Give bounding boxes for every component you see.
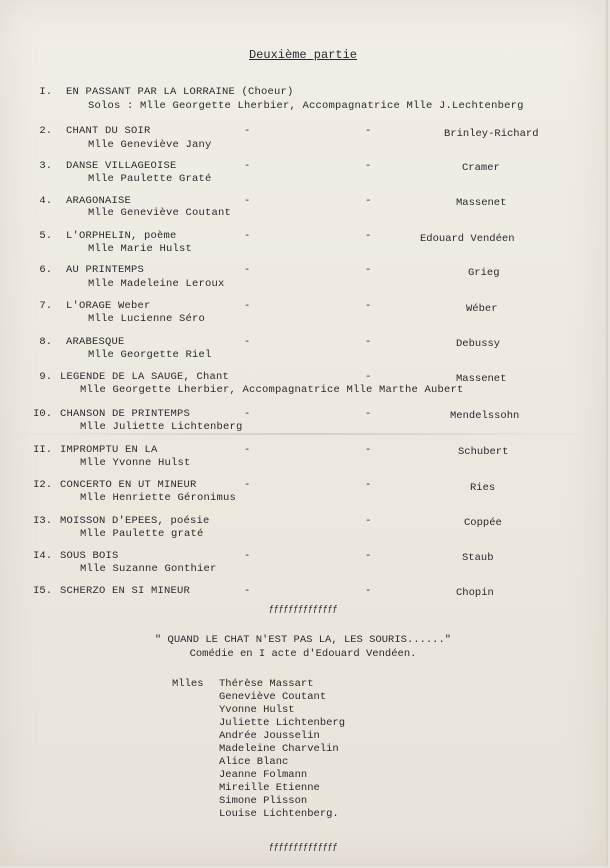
- item-performer: Mlle Yvonne Hulst: [80, 457, 191, 469]
- item-performer: Mlle Suzanne Gonthier: [80, 563, 217, 575]
- item-number: I4.: [33, 550, 52, 562]
- item-number: 6.: [39, 264, 52, 276]
- dash-separator: -: [365, 125, 372, 137]
- item-title: ARAGONAISE: [66, 195, 132, 207]
- item-composer: Grieg: [468, 267, 500, 279]
- item-number: 8.: [39, 336, 52, 348]
- cast-member: Thérèse Massart: [219, 678, 314, 690]
- decorative-separator: ƒƒƒƒƒƒƒƒƒƒƒƒƒƒ: [268, 842, 338, 852]
- dash-separator: -: [244, 300, 251, 312]
- cast-member: Jeanne Folmann: [219, 769, 308, 781]
- dash-separator: -: [365, 336, 372, 348]
- item-title: L'ORAGE Weber: [66, 300, 151, 312]
- play-subtitle: Comédie en I acte d'Edouard Vendéen.: [189, 648, 417, 660]
- item-number: 9.: [39, 371, 52, 383]
- item-title: SOUS BOIS: [60, 550, 119, 562]
- item-performer: Mlle Georgette Riel: [88, 349, 212, 361]
- item-title: CONCERTO EN UT MINEUR: [60, 479, 197, 491]
- item-number: I5.: [33, 585, 52, 597]
- item-composer: Massenet: [456, 197, 507, 209]
- dash-separator: -: [244, 336, 251, 348]
- item-number: I2.: [33, 479, 52, 491]
- dash-separator: -: [244, 444, 251, 456]
- dash-separator: -: [244, 264, 251, 276]
- dash-separator: -: [365, 371, 372, 383]
- item-title: CHANSON DE PRINTEMPS: [60, 408, 191, 420]
- item-title: LEGENDE DE LA SAUGE, Chant: [60, 371, 230, 383]
- dash-separator: -: [244, 160, 251, 172]
- item-performer: Mlle Paulette Graté: [88, 173, 212, 185]
- item-composer: Wéber: [466, 303, 498, 315]
- item-performer: Mlle Marie Hulst: [88, 243, 193, 255]
- item-number: 2.: [39, 125, 52, 137]
- dash-separator: -: [365, 264, 372, 276]
- cast-member: Juliette Lichtenberg: [219, 717, 346, 729]
- dash-separator: -: [244, 585, 251, 597]
- item-composer: Cramer: [462, 162, 500, 174]
- play-title: " QUAND LE CHAT N'EST PAS LA, LES SOURIS......": [154, 634, 452, 646]
- item-composer: Chopin: [456, 587, 494, 599]
- item-composer: Ries: [470, 482, 496, 494]
- item-performer: Mlle Lucienne Séro: [88, 313, 206, 325]
- item-title: MOISSON D'EPEES, poésie: [60, 515, 210, 527]
- item-title: IMPROMPTU EN LA: [60, 444, 158, 456]
- item-title: ARABESQUE: [66, 336, 125, 348]
- cast-member: Louise Lichtenberg.: [219, 808, 339, 820]
- cast-member: Mireille Etienne: [219, 782, 320, 794]
- item-number: 4.: [39, 195, 52, 207]
- dash-separator: -: [365, 300, 372, 312]
- item-performer: Solos : Mlle Georgette Lherbier, Accompagnatrice Mlle J.Lechtenberg: [88, 100, 524, 112]
- item-number: 5.: [39, 230, 52, 242]
- item-performer: Mlle Geneviève Coutant: [88, 207, 232, 219]
- item-composer: Schubert: [458, 446, 509, 458]
- item-title: L'ORPHELIN, poème: [66, 230, 177, 242]
- item-performer: Mlle Geneviève Jany: [88, 139, 212, 151]
- dash-separator: -: [365, 408, 372, 420]
- cast-member: Geneviève Coutant: [219, 691, 327, 703]
- dash-separator: -: [365, 479, 372, 491]
- item-number: 3.: [39, 160, 52, 172]
- dash-separator: -: [365, 230, 372, 242]
- item-composer: Edouard Vendéen: [420, 233, 515, 245]
- item-title: AU PRINTEMPS: [66, 264, 145, 276]
- item-performer: Mlle Henriette Géronimus: [80, 492, 237, 504]
- dash-separator: -: [365, 550, 372, 562]
- dash-separator: -: [365, 160, 372, 172]
- item-composer: Debussy: [456, 338, 501, 350]
- dash-separator: -: [365, 515, 372, 527]
- item-composer: Mendelssohn: [450, 410, 520, 422]
- item-number: I.: [39, 86, 52, 98]
- cast-label: Mlles: [172, 678, 204, 690]
- dash-separator: -: [244, 550, 251, 562]
- item-performer: Mlle Madeleine Leroux: [88, 278, 225, 290]
- cast-member: Alice Blanc: [219, 756, 289, 768]
- dash-separator: -: [244, 195, 251, 207]
- item-title: DANSE VILLAGEOISE: [66, 160, 177, 172]
- dash-separator: -: [365, 585, 372, 597]
- item-performer: Mlle Juliette Lichtenberg: [80, 421, 243, 433]
- dash-separator: -: [244, 408, 251, 420]
- dash-separator: -: [244, 125, 251, 137]
- item-title: EN PASSANT PAR LA LORRAINE (Choeur): [66, 86, 294, 98]
- section-heading: Deuxième partie: [248, 48, 358, 62]
- item-number: I0.: [33, 408, 52, 420]
- item-performer: Mlle Paulette graté: [80, 528, 204, 540]
- dash-separator: -: [365, 444, 372, 456]
- decorative-separator: ƒƒƒƒƒƒƒƒƒƒƒƒƒƒ: [268, 604, 338, 614]
- cast-member: Yvonne Hulst: [219, 704, 295, 716]
- item-number: II.: [33, 444, 52, 456]
- dash-separator: -: [244, 230, 251, 242]
- item-title: CHANT DU SOIR: [66, 125, 151, 137]
- item-composer: Massenet: [456, 373, 507, 385]
- cast-member: Madeleine Charvelin: [219, 743, 339, 755]
- item-title: SCHERZO EN SI MINEUR: [60, 585, 191, 597]
- item-number: 7.: [39, 300, 52, 312]
- dash-separator: -: [365, 195, 372, 207]
- item-composer: Staub: [462, 552, 494, 564]
- paper-fold: [0, 433, 606, 435]
- item-composer: Coppée: [464, 517, 502, 529]
- item-number: I3.: [33, 515, 52, 527]
- dash-separator: -: [244, 479, 251, 491]
- item-composer: Brinley-Richard: [444, 128, 539, 140]
- cast-member: Simone Plisson: [219, 795, 308, 807]
- item-performer: Mlle Georgette Lherbier, Accompagnatrice Mlle Marthe Aubert: [80, 384, 464, 396]
- cast-member: Andrée Jousselin: [219, 730, 320, 742]
